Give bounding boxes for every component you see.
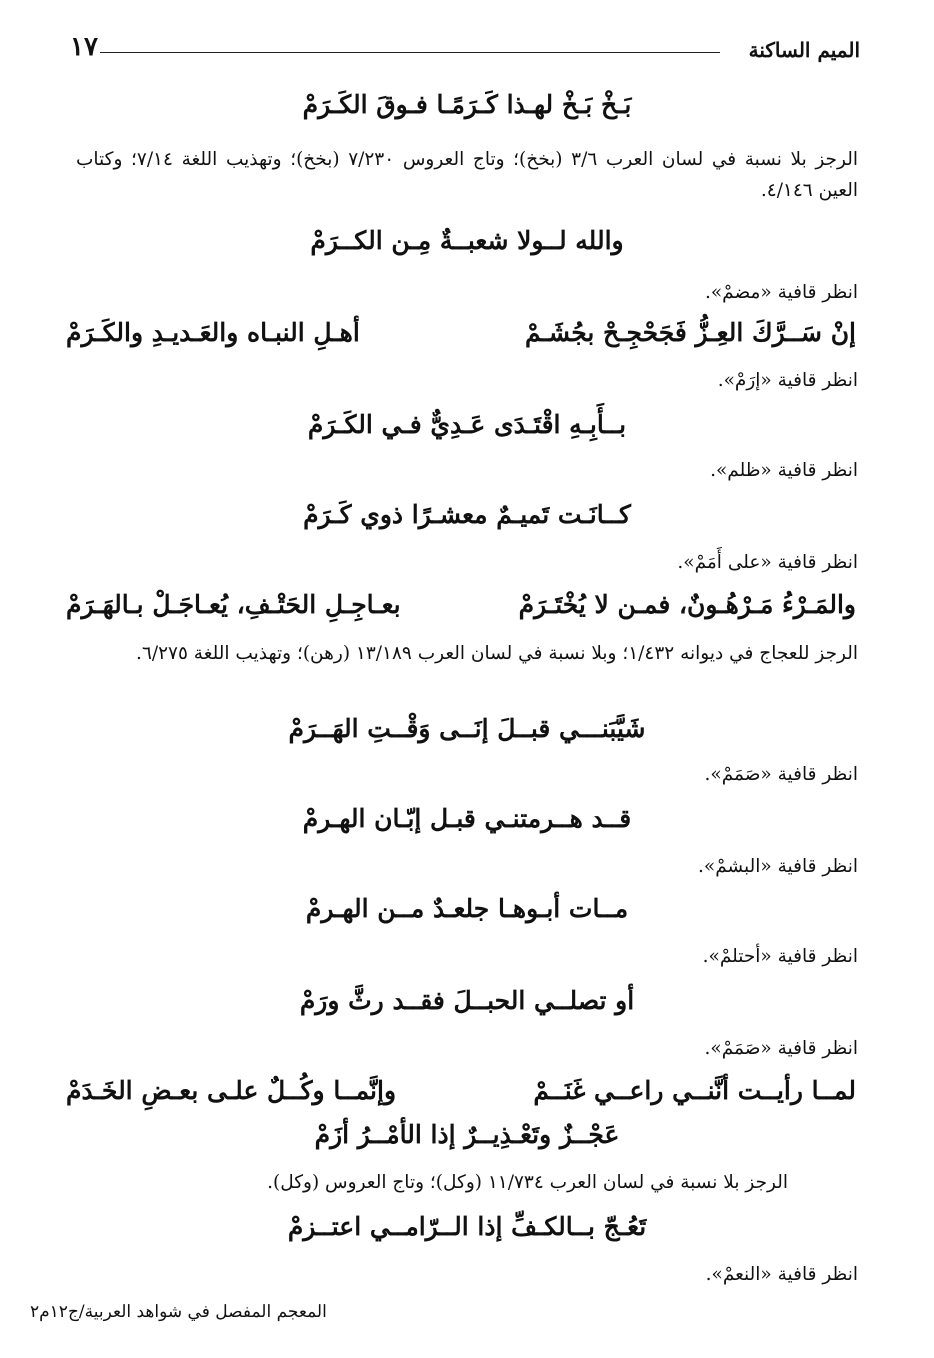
verse-line: تَعُـجّ بــالكـفِّ إذا الــرّامــي اعتــزمْ xyxy=(287,1212,647,1241)
running-title: الميم الساكنة xyxy=(748,38,860,62)
second-hemistich: بعـاجِـلِ الحَتْـفِ، يُعـاجَـلْ بـالهَـرَمْ xyxy=(66,590,401,619)
source-note: الرجز بلا نسبة في لسان العرب ١١/٧٣٤ (وكل)؛ وتاج العروس (وكل). xyxy=(267,1172,788,1193)
page-footer: المعجم المفصل في شواهد العربية/ج١٢م٢ xyxy=(30,1302,327,1322)
cross-reference-note: انظر قافية «مضمْ». xyxy=(704,282,858,303)
verse-line: كــانَـت تَميـمٌ معشـرًا ذوي كَـرَمْ xyxy=(303,500,631,529)
verse-line: شَيَّبَنـــي قبــلَ إنَــى وَقْــتِ الهَــرَمْ xyxy=(288,714,646,743)
cross-reference-note: انظر قافية «صَمَمْ». xyxy=(704,764,858,785)
cross-reference-note: انظر قافية «البشمْ». xyxy=(698,856,858,877)
first-hemistich: لمــا رأيــت أنَّنــي راعــي غَنَــمْ xyxy=(533,1076,856,1105)
cross-reference-note: انظر قافية «أحتلمْ». xyxy=(702,946,858,967)
cross-reference-note: انظر قافية «ظلم». xyxy=(710,460,858,481)
header-rule xyxy=(100,52,720,53)
verse-line: عَجْــزٌ وتَعْـذِيــرٌ إذا الأمْــرُ أزَمْ xyxy=(314,1120,620,1149)
first-hemistich: والمَـرْءُ مَـرْهُـونٌ، فمـن لا يُخْتَـرَمْ xyxy=(518,590,856,619)
page-header xyxy=(70,32,860,68)
verse-line: بــأَبِـهِ اقْتَـدَى عَـدِيٌّ فـي الكَـرَمْ xyxy=(307,410,627,439)
verse-line: أو تصلــي الحبــلَ فقــد رثَّ ورَمْ xyxy=(299,986,635,1015)
source-note: الرجز للعجاج في ديوانه ١/٤٣٢؛ وبلا نسبة في لسان العرب ١٣/١٨٩ (رهن)؛ وتهذيب اللغة ٦/٢٧٥. xyxy=(136,643,858,664)
source-note: الرجز بلا نسبة في لسان العرب ٣/٦ (بخخ)؛ وتاج العروس ٧/٢٣٠ (بخخ)؛ وتهذيب اللغة ٧/١٤؛ وكتاب العين ٤/١٤٦. xyxy=(76,149,858,201)
cross-reference-note: انظر قافية «النعمْ». xyxy=(705,1264,858,1285)
cross-reference-note: انظر قافية «على أَمَمْ». xyxy=(677,552,858,573)
page-number: ١٧ xyxy=(70,32,98,62)
verse-line: بَـخْ بَـخْ لهـذا كَـرَمًـا فـوقَ الكَـرَمْ xyxy=(302,90,632,119)
second-hemistich: وإنَّمــا وكُــلٌ علـى بعـضِ الخَـدَمْ xyxy=(66,1076,397,1105)
second-hemistich: أهـلِ النبـاه والعَـديـدِ والكَـرَمْ xyxy=(66,318,360,347)
cross-reference-note: انظر قافية «إرَمْ». xyxy=(717,370,858,391)
cross-reference-note: انظر قافية «صَمَمْ». xyxy=(704,1038,858,1059)
verse-line: مــات أبـوهـا جلعـدٌ مــن الهـرمْ xyxy=(305,894,629,923)
first-hemistich: إنْ سَــرَّكَ العِـزُّ فَجَحْجِـحْ بجُشَـمْ xyxy=(524,318,856,347)
verse-line: والله لــولا شعبــةٌ مِـن الكــرَمْ xyxy=(310,226,624,255)
verse-line: قــد هــرمتنـي قبـل إبّـان الهـرمْ xyxy=(302,804,632,833)
